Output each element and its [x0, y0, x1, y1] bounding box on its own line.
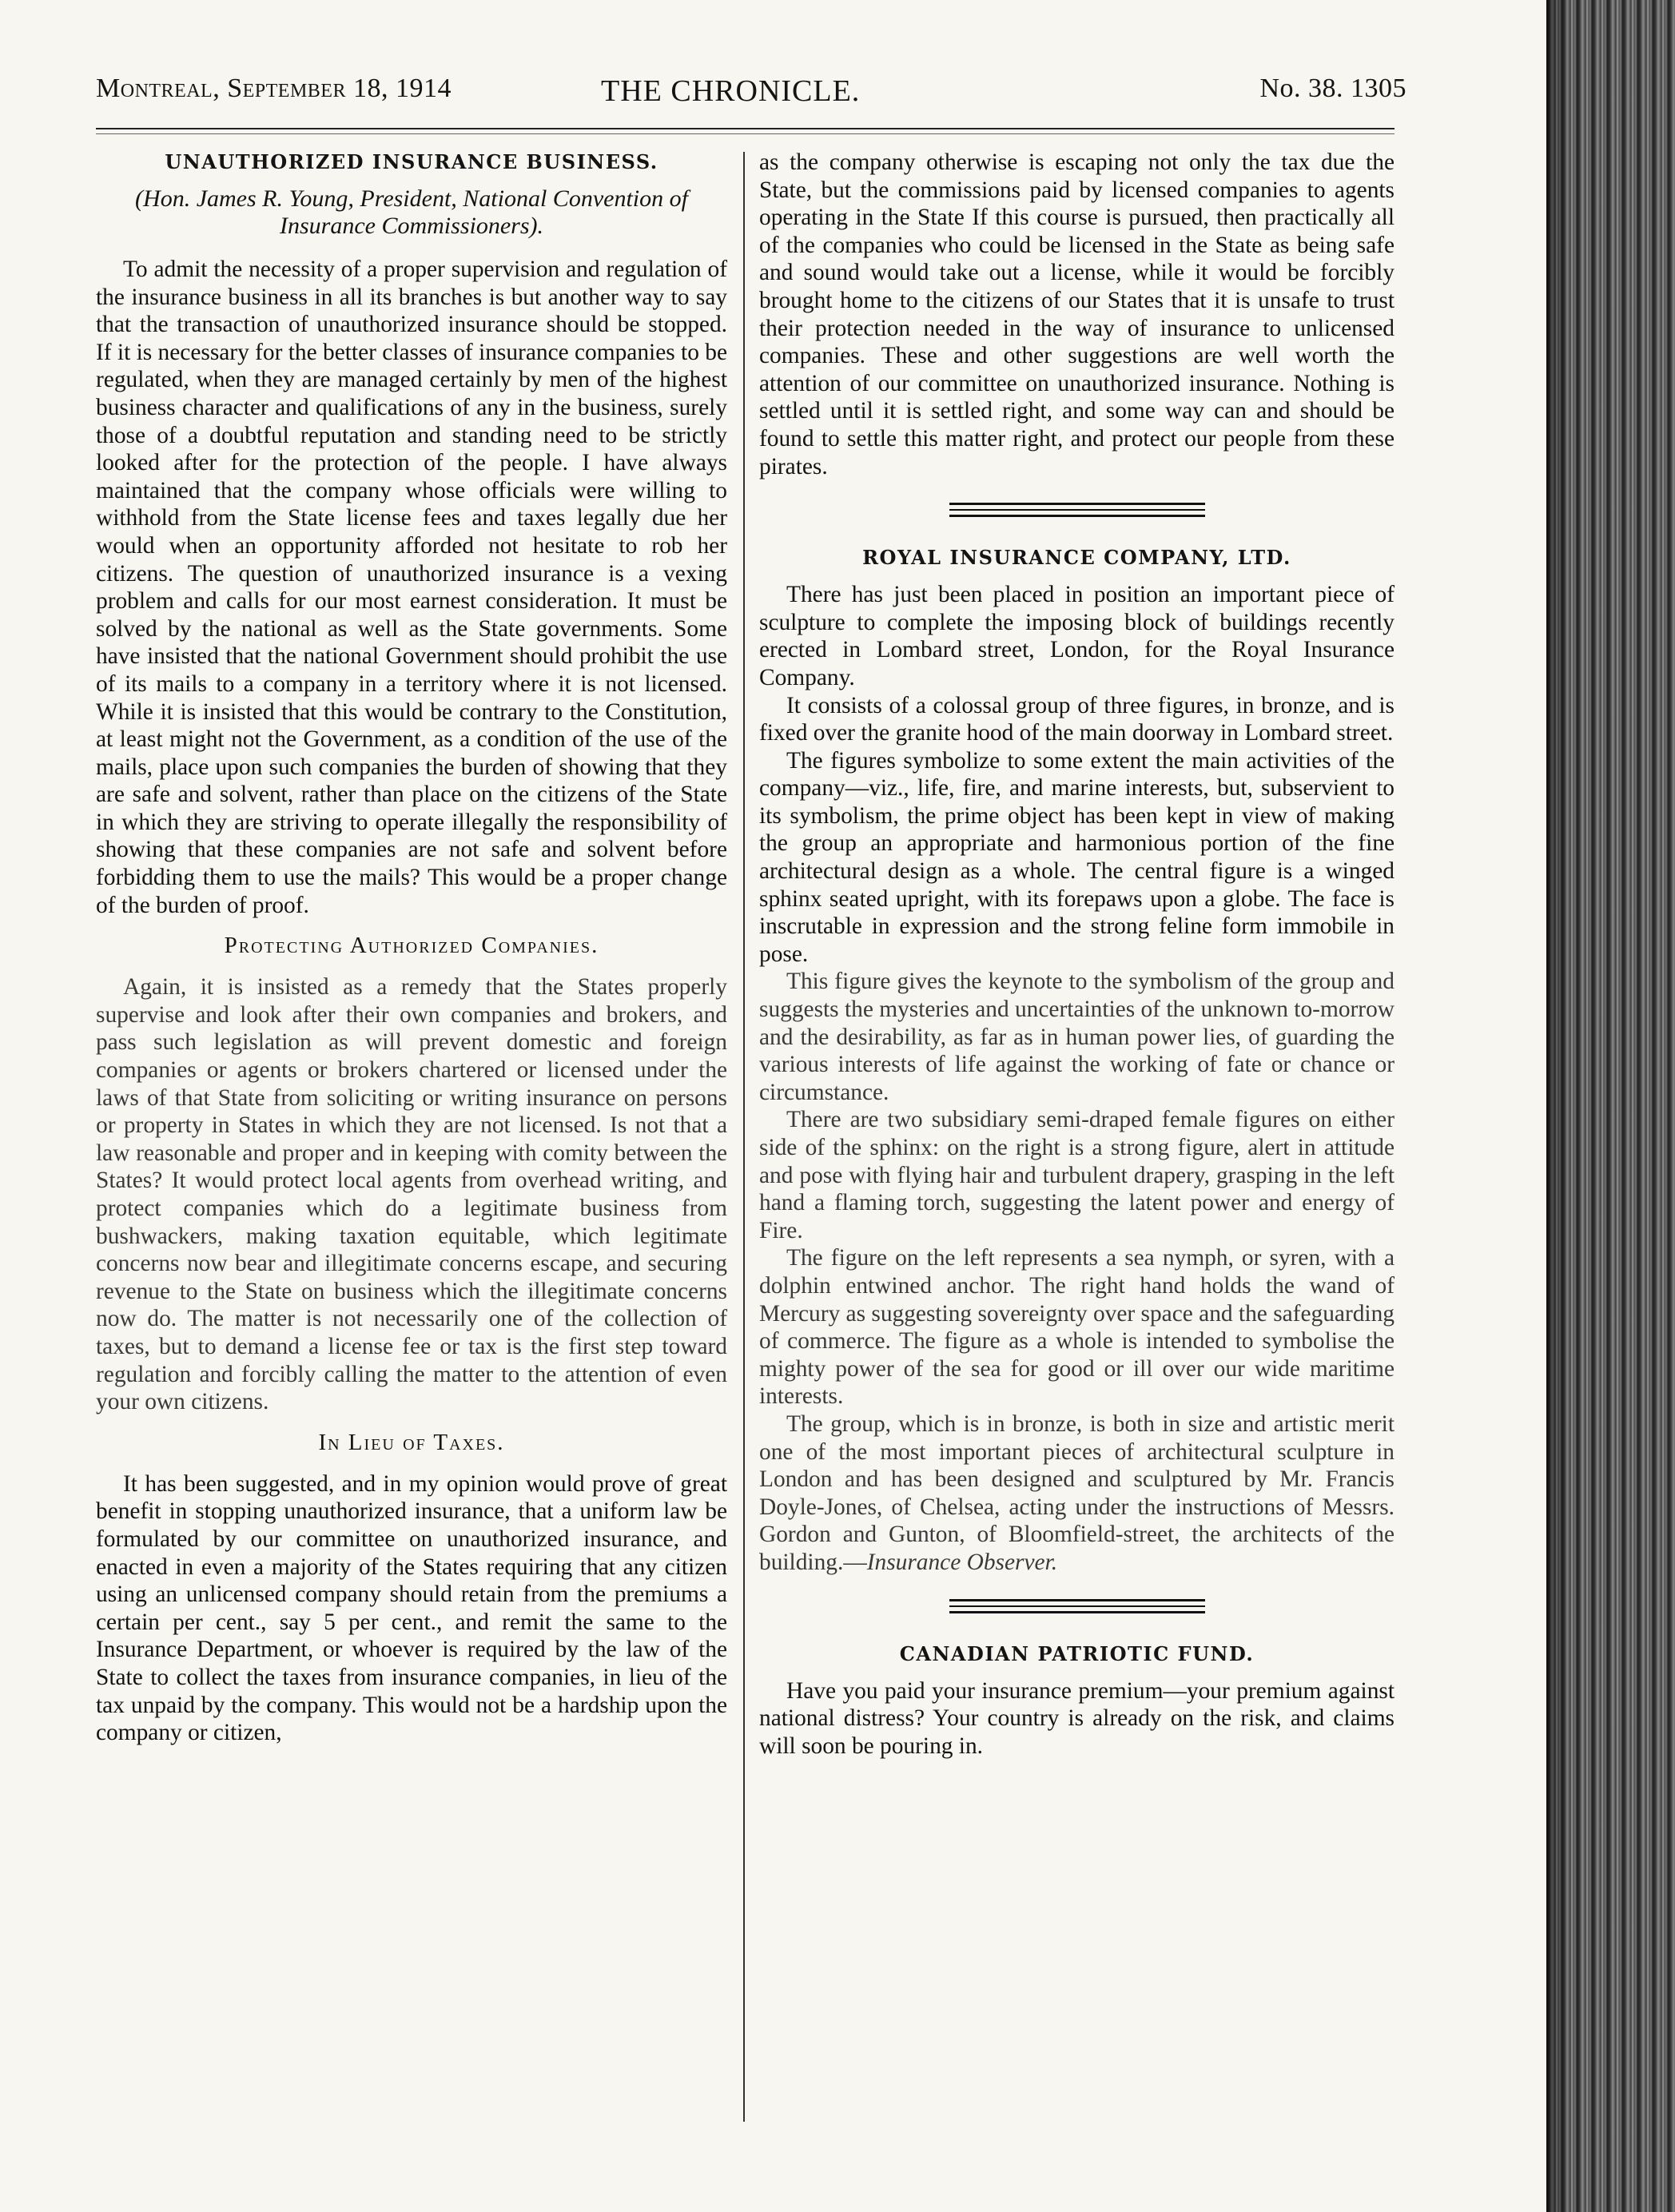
article-paragraph-with-credit — [759, 1410, 1395, 1577]
column-divider — [743, 152, 745, 2122]
issue-and-page-number: No. 38. 1305 — [1259, 74, 1406, 103]
article-paragraph: Again, it is insisted as a remedy that the States properly supervise and look after their own companies and brokers, and pass such legislation as will prevent domestic and foreign companies or agents or brokers chartered or licensed under the laws of that State from soliciting or writing insurance on persons or property in States in which they are not licensed. Is not that a law reasonable and proper and in keeping with comity between the States? It would protect local agents from overhead writing, and protect companies which do a legitimate business from bushwackers, making taxation equitable, which legitimate concerns now bear and illegitimate concerns escape, and securing revenue to the State on business which the illegitimate concerns now do. The matter is not necessarily one of the collection of taxes, but to demand a license fee or tax is the first step toward regulation and forcibly calling the matter to the attention of even your own citizens. — [96, 974, 727, 1415]
article-paragraph: There are two subsidiary semi-draped female figures on either side of the sphinx: on the right is a strong figure, alert in attitude and pose with flying hair and turbulent drapery, grasping in the left hand a flaming torch, suggesting the latent power and energy of Fire. — [759, 1107, 1395, 1243]
article-paragraph: The figure on the left represents a sea nymph, or syren, with a dolphin entwined anchor. The right hand holds the wand of Mercury as suggesting sovereignty over space and the safeguarding of commerce. The figure as a whole is intended to symbolise the mighty power of the sea for good or ill over our wide maritime interests. — [759, 1245, 1395, 1410]
article-paragraph: This figure gives the keynote to the symbolism of the group and suggests the mysteries and uncertainties of the unknown to-morrow and the desirability, as far as in human power lies, of guarding the various interests of life against the working of fate or chance or circumstance. — [759, 969, 1395, 1105]
section-heading-in-lieu-of-taxes: In Lieu of Taxes. — [318, 1429, 505, 1455]
right-column — [759, 149, 1395, 1760]
header-rule-thin — [96, 133, 1395, 134]
article-title-patriotic-fund: CANADIAN PATRIOTIC FUND. — [899, 1641, 1255, 1665]
article-paragraph: Have you paid your insurance premium—your premium against national distress? Your country is already on the risk, and claims will soon be pouring in. — [759, 1677, 1395, 1759]
header-rule — [96, 128, 1395, 129]
article-paragraph: It has been suggested, and in my opinion would prove of great benefit in stopping unauthorized insurance, that a uniform law be formulated by our committee on unauthorized insurance, and enacted in even a majority of the States requiring that any citizen using an unlicensed company should retain from the premiums a certain per cent., say 5 per cent., and remit the same to the Insurance Department, or whoever is required by the law of the State to collect the taxes from insurance companies, in lieu of the tax unpaid by the company. This would not be a hardship upon the company or citizen, — [96, 1470, 727, 1746]
section-heading-protecting-companies: Protecting Authorized Companies. — [224, 933, 599, 959]
binding-shadow — [1546, 0, 1570, 2212]
article-title-unauthorized-insurance: UNAUTHORIZED INSURANCE BUSINESS. — [165, 150, 658, 173]
article-byline: (Hon. James R. Young, President, National Convention of Insurance Commissioners). — [135, 185, 688, 239]
page-header — [96, 74, 1406, 113]
left-column — [96, 149, 727, 1747]
publication-title: THE CHRONICLE. — [601, 74, 861, 108]
article-title-royal-insurance: ROYAL INSURANCE COMPANY, LTD. — [862, 546, 1291, 570]
article-continuation: as the company otherwise is escaping not only the tax due the State, but the commissions paid by licensed companies to agents operating in the State If this course is pursued, then practically all of the companies who could be licensed in the State as being safe and sound would take out a license, while it would be forcibly brought home to the citizens of our States that it is unsafe to trust their protection needed in the way of insurance to unlicensed companies. These and other suggestions are well worth the attention of our committee on unauthorized insurance. Nothing is settled until it is settled right, and some way can and should be found to settle this matter right, and protect our people from these pirates. — [759, 149, 1395, 479]
article-paragraph: To admit the necessity of a proper supervision and regulation of the insurance business in all its branches is but another way to say that the transaction of unauthorized insurance should be stopped. If it is necessary for the better classes of insurance companies to be regulated, when they are managed certainly by men of the highest business character and qualifications of any in the business, surely those of a doubtful reputation and standing need to be strictly looked after for the protection of the people. I have always maintained that the company whose officials were willing to withhold from the State license fees and taxes legally due her would when an opportunity afforded not hesitate to rob her citizens. The question of unauthorized insurance is a vexing problem and calls for our most earnest consideration. It must be solved by the national as well as the State governments. Some have insisted that the national Government should prohibit the use of its mails to a company in a territory where it is not licensed. While it is insisted that this would be contrary to the Constitution, at least might not the Government, as a condition of the use of the mails, place upon such companies the burden of showing that they are safe and solvent, rather than place on the citizens of the State in which they are striving to operate illegally the responsibility of showing that these companies are not safe and solvent before forbidding them to use the mails? This would be a proper change of the burden of proof. — [96, 257, 727, 918]
article-paragraph: There has just been placed in position an important piece of sculpture to complete the imposing block of buildings recently erected in Lombard street, London, for the Royal Insurance Company. — [759, 582, 1395, 690]
header-dateline: Montreal, September 18, 1914 — [96, 74, 452, 103]
section-separator-rule — [949, 1599, 1205, 1613]
section-separator-rule — [949, 503, 1205, 517]
article-paragraph: The figures symbolize to some extent the main activities of the company—viz., life, fire, and marine interests, but, subservient to its symbolism, the prime object has been kept in view of making the group an appropriate and harmonious portion of the fine architectural design as a whole. The central figure is a winged sphinx seated upright, with its forepaws upon a globe. The face is inscrutable in expression and the strong feline form immobile in pose. — [759, 747, 1395, 967]
article-paragraph-text: The group, which is in bronze, is both in size and artistic merit one of the most important pieces of architectural sculpture in London and has been designed and sculptured by Mr. Francis Doyle-Jones, of Chelsea, acting under the instructions of Messrs. Gordon and Gunton, of Bloomfield-street, the architects of the building.— — [759, 1410, 1395, 1575]
source-credit: Insurance Observer. — [866, 1549, 1058, 1575]
article-paragraph: It consists of a colossal group of three figures, in bronze, and is fixed over the granite hood of the main doorway in Lombard street. — [759, 692, 1395, 746]
